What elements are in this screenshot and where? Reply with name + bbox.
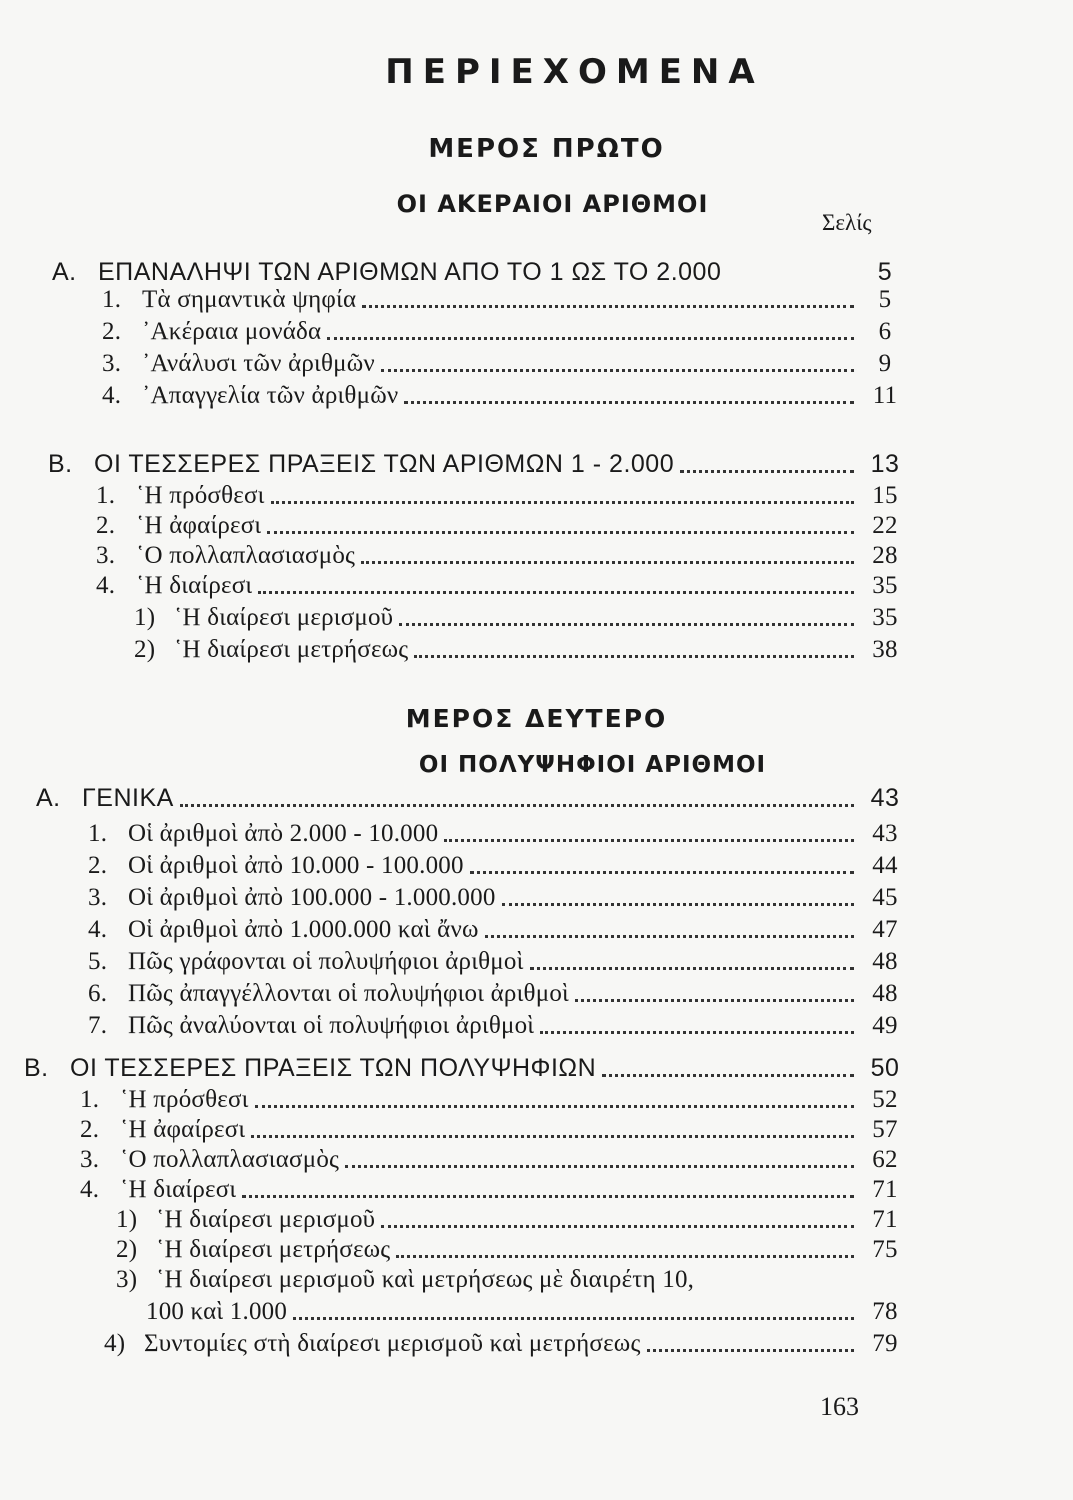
entry-number: 3. <box>80 1146 100 1173</box>
toc-entry[interactable] <box>80 1146 910 1174</box>
page-ref: 48 <box>872 948 898 975</box>
entry-number: 7. <box>88 1012 108 1039</box>
part-two-subtitle: ΟΙ ΠΟΛΥΨΗΦΙΟΙ ΑΡΙΘΜΟΙ <box>418 752 767 778</box>
leader-dots <box>404 401 854 404</box>
entry-label: ῾Η διαίρεσι μετρήσεως <box>174 636 409 663</box>
page-ref: 28 <box>872 542 898 569</box>
page-title: ΠΕΡΙΕΧΟΜΕΝΑ <box>385 52 764 92</box>
toc-entry-continuation[interactable] <box>146 1298 910 1326</box>
toc-entry[interactable] <box>80 1176 910 1204</box>
entry-label: ῾Η διαίρεσι μετρήσεως <box>156 1236 391 1263</box>
toc-entry[interactable] <box>88 820 910 848</box>
leader-dots <box>361 561 854 564</box>
leader-dots <box>502 903 854 906</box>
toc-entry[interactable] <box>96 482 910 510</box>
part-one-heading: ΜΕΡΟΣ ΠΡΩΤΟ <box>428 134 665 164</box>
leader-dots <box>327 337 854 340</box>
page-ref: 71 <box>872 1206 898 1233</box>
page-ref: 44 <box>872 852 898 879</box>
entry-label: Οἱ ἀριθμοὶ ἀπὸ 100.000 - 1.000.000 <box>128 884 496 911</box>
toc-entry[interactable] <box>96 512 910 540</box>
toc-section[interactable] <box>48 450 910 479</box>
page-ref: 9 <box>878 350 892 377</box>
entry-label: 100 καὶ 1.000 <box>146 1298 288 1325</box>
entry-number: 1) <box>116 1206 138 1233</box>
entry-label: ῾Η πρόσθεσι <box>136 482 265 509</box>
entry-label: ᾿Απαγγελία τῶν ἀριθμῶν <box>142 382 399 409</box>
page-ref: 13 <box>870 450 900 478</box>
entry-label: Οἱ ἀριθμοὶ ἀπὸ 10.000 - 100.000 <box>128 852 464 879</box>
entry-number: 5. <box>88 948 108 975</box>
section-number: Α. <box>52 258 77 286</box>
entry-label: ῾Η ἀφαίρεσι <box>136 512 262 539</box>
entry-number: 3. <box>96 542 116 569</box>
part-one-subtitle: ΟΙ ΑΚΕΡΑΙΟΙ ΑΡΙΘΜΟΙ <box>396 190 709 218</box>
entry-number: 3. <box>88 884 108 911</box>
section-label: ΟΙ ΤΕΣΣΕΡΕΣ ΠΡΑΞΕΙΣ ΤΩΝ ΑΡΙΘΜΩΝ 1 - 2.000 <box>94 450 675 478</box>
leader-dots <box>251 1135 854 1138</box>
entry-number: 1. <box>96 482 116 509</box>
toc-entry[interactable] <box>96 542 910 570</box>
page-ref: 48 <box>872 980 898 1007</box>
entry-number: 2) <box>134 636 156 663</box>
entry-label: ῾Η ἀφαίρεσι <box>120 1116 246 1143</box>
entry-number: 3. <box>102 350 122 377</box>
toc-entry[interactable] <box>88 884 910 912</box>
toc-entry[interactable] <box>102 286 910 314</box>
entry-label: ῾Η διαίρεσι μερισμοῦ <box>174 604 394 631</box>
entry-number: 2. <box>88 852 108 879</box>
page-ref: 35 <box>872 572 898 599</box>
page-ref: 50 <box>870 1054 900 1082</box>
toc-entry[interactable] <box>80 1086 910 1114</box>
leader-dots <box>381 369 854 372</box>
leader-dots <box>444 839 854 842</box>
section-label: ΓΕΝΙΚΑ <box>82 784 174 812</box>
entry-label: ῾Η πρόσθεσι <box>120 1086 249 1113</box>
entry-number: 4. <box>96 572 116 599</box>
leader-dots <box>399 623 854 626</box>
entry-number: 4. <box>88 916 108 943</box>
toc-entry[interactable] <box>104 1330 910 1358</box>
toc-entry[interactable] <box>102 350 910 378</box>
toc-entry[interactable] <box>116 1236 910 1264</box>
entry-number: 4. <box>80 1176 100 1203</box>
leader-dots <box>602 1074 854 1077</box>
entry-number: 4) <box>104 1330 126 1357</box>
entry-number: 2) <box>116 1236 138 1263</box>
entry-number: 1. <box>102 286 122 313</box>
toc-entry[interactable] <box>80 1116 910 1144</box>
entry-number: 2. <box>96 512 116 539</box>
leader-dots <box>381 1225 854 1228</box>
page-ref: 43 <box>872 820 898 847</box>
leader-dots <box>293 1317 854 1320</box>
page-ref: 75 <box>872 1236 898 1263</box>
leader-dots <box>470 871 854 874</box>
toc-section[interactable] <box>52 258 910 287</box>
page-ref: 11 <box>872 382 898 409</box>
toc-entry[interactable] <box>88 916 910 944</box>
toc-entry[interactable] <box>102 382 910 410</box>
page-ref: 79 <box>872 1330 898 1357</box>
entry-label: ᾿Ανάλυσι τῶν ἀριθμῶν <box>142 350 375 377</box>
leader-dots <box>242 1195 854 1198</box>
entry-label: Οἱ ἀριθμοὶ ἀπὸ 1.000.000 καὶ ἄνω <box>128 916 479 943</box>
page-column-label: Σελίς <box>822 210 872 235</box>
entry-label: Τὰ σημαντικὰ ψηφία <box>142 286 357 313</box>
page-ref: 5 <box>878 286 892 313</box>
entry-label: Πῶς ἀπαγγέλλονται οἱ πολυψήφιοι ἀριθμοὶ <box>128 980 569 1007</box>
entry-number: 6. <box>88 980 108 1007</box>
page-ref: 71 <box>872 1176 898 1203</box>
page-ref: 49 <box>872 1012 898 1039</box>
leader-dots <box>540 1031 854 1034</box>
entry-label: ῾Η διαίρεσι <box>120 1176 237 1203</box>
page-ref: 52 <box>872 1086 898 1113</box>
entry-label: ῾Η διαίρεσι μερισμοῦ <box>156 1206 376 1233</box>
leader-dots <box>345 1165 854 1168</box>
page-ref: 38 <box>872 636 898 663</box>
entry-label: ῾Ο πολλαπλασιασμὸς <box>120 1146 340 1173</box>
leader-dots <box>647 1349 854 1352</box>
entry-label: Συντομίες στὴ διαίρεσι μερισμοῦ καὶ μετρήσεως <box>144 1330 641 1357</box>
leader-dots <box>414 655 854 658</box>
entry-label: ῾Η διαίρεσι μερισμοῦ καὶ μετρήσεως μὲ διαιρέτη 10, <box>156 1266 695 1293</box>
leader-dots <box>680 470 854 473</box>
toc-entry[interactable] <box>116 1206 910 1234</box>
toc-entry[interactable] <box>88 852 910 880</box>
entry-number: 3) <box>116 1266 138 1293</box>
toc-entry[interactable] <box>134 636 910 664</box>
entry-label: Οἱ ἀριθμοὶ ἀπὸ 2.000 - 10.000 <box>128 820 439 847</box>
entry-number: 2. <box>102 318 122 345</box>
entry-number: 1. <box>88 820 108 847</box>
leader-dots <box>362 305 854 308</box>
page-number: 163 <box>820 1392 859 1421</box>
leader-dots <box>258 591 854 594</box>
toc-entry[interactable] <box>134 604 910 632</box>
toc-section[interactable] <box>24 1054 910 1083</box>
page-ref: 45 <box>872 884 898 911</box>
toc-section[interactable] <box>36 784 910 813</box>
leader-dots <box>530 967 854 970</box>
page-ref: 22 <box>872 512 898 539</box>
section-number: Α. <box>36 784 61 812</box>
toc-entry[interactable] <box>96 572 910 600</box>
page-ref: 6 <box>878 318 892 345</box>
leader-dots <box>575 999 854 1002</box>
page-ref: 5 <box>877 258 893 286</box>
part-two-heading: ΜΕΡΟΣ ΔΕΥΤΕΡΟ <box>405 704 668 733</box>
entry-label: Πῶς γράφονται οἱ πολυψήφιοι ἀριθμοὶ <box>128 948 524 975</box>
page-ref: 47 <box>872 916 898 943</box>
page-ref: 62 <box>872 1146 898 1173</box>
section-number: Β. <box>24 1054 49 1082</box>
page-ref: 78 <box>872 1298 898 1325</box>
leader-dots <box>267 531 854 534</box>
toc-entry[interactable] <box>116 1266 910 1294</box>
entry-label: ᾿Ακέραια μονάδα <box>142 318 322 345</box>
entry-number: 1) <box>134 604 156 631</box>
leader-dots <box>255 1105 854 1108</box>
entry-number: 1. <box>80 1086 100 1113</box>
entry-number: 2. <box>80 1116 100 1143</box>
entry-label: ῾Η διαίρεσι <box>136 572 253 599</box>
entry-label: Πῶς ἀναλύονται οἱ πολυψήφιοι ἀριθμοὶ <box>128 1012 535 1039</box>
page-ref: 43 <box>870 784 900 812</box>
toc-entry[interactable] <box>88 948 910 976</box>
leader-dots <box>396 1255 854 1258</box>
leader-dots <box>485 935 854 938</box>
section-label: ΟΙ ΤΕΣΣΕΡΕΣ ΠΡΑΞΕΙΣ ΤΩΝ ΠΟΛΥΨΗΦΙΩΝ <box>70 1054 597 1082</box>
page-ref: 35 <box>872 604 898 631</box>
toc-entry[interactable] <box>88 1012 910 1040</box>
toc-entry[interactable] <box>88 980 910 1008</box>
page-ref: 57 <box>872 1116 898 1143</box>
leader-dots <box>271 501 854 504</box>
section-label: ΕΠΑΝΑΛΗΨΙ ΤΩΝ ΑΡΙΘΜΩΝ ΑΠΟ ΤΟ 1 ΩΣ ΤΟ 2.000 <box>98 258 722 286</box>
section-number: Β. <box>48 450 73 478</box>
entry-number: 4. <box>102 382 122 409</box>
entry-label: ῾Ο πολλαπλασιασμὸς <box>136 542 356 569</box>
toc-entry[interactable] <box>102 318 910 346</box>
page-ref: 15 <box>872 482 898 509</box>
leader-dots <box>180 804 854 807</box>
